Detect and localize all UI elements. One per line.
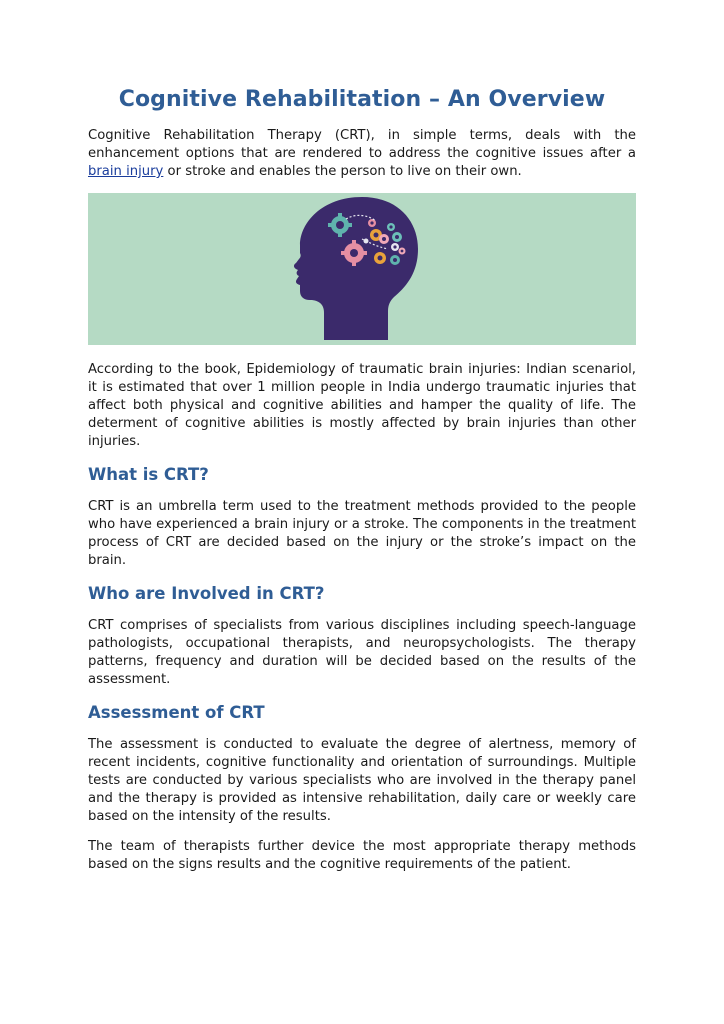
section-body-what-is-crt: CRT is an umbrella term used to the treatment methods provided to the people who have experienced a brain injury or a stroke. The components in the treatment process of CRT are decided based on the injury or the stroke’s impact on the brain. [88, 499, 636, 568]
page-title: Cognitive Rehabilitation – An Overview [118, 87, 606, 112]
head-gears-banner [88, 193, 636, 345]
gear-teal-3 [390, 255, 400, 265]
gear-small-teal-2 [387, 223, 395, 231]
head-silhouette [294, 197, 418, 340]
gear-small-white [391, 243, 399, 251]
section-body-who-involved: CRT comprises of specialists from various disciplines including speech-language pathologists, occupational therapists, and neuropsychologists. The therapy patterns, frequency and duration will be decided based on the results of the assessment. [88, 618, 636, 687]
section-body-assessment: The assessment is conducted to evaluate the degree of alertness, memory of recent incidents, cognitive functionality and orientation of surroundings. Multiple tests are conducted by various specialists who are involved in the therapy panel and the therapy is provided as intensive rehabilitation, daily care or weekly care based on the intensity of the results. [88, 737, 636, 824]
gear-small-teal-1 [392, 232, 402, 242]
document-page [88, 0, 636, 874]
gear-small-pink-3 [399, 248, 406, 255]
intro-text-before: Cognitive Rehabilitation Therapy (CRT), in simple terms, deals with the enhancement options that are rendered to address the cognitive issues after a [88, 128, 636, 161]
gear-small-pink-2 [368, 219, 376, 227]
intro-paragraph [88, 127, 636, 181]
gear-small-pink [379, 234, 389, 244]
head-with-gears-icon [88, 193, 636, 345]
section-heading-assessment: Assessment of CRT [88, 703, 265, 722]
gear-orange-2 [374, 252, 386, 264]
brain-injury-link[interactable]: brain injury [88, 164, 164, 179]
section-body-assessment-2: The team of therapists further device the most appropriate therapy methods based on the signs results and the cognitive requirements of the patient. [88, 839, 636, 872]
epidemiology-paragraph: According to the book, Epidemiology of traumatic brain injuries: Indian scenariol, it is estimated that over 1 million people in India undergo traumatic injuries that affect both physical and cognitive abilities and hamper the quality of life. The determent of cognitive abilities is mostly affected by brain injuries than other injuries. [88, 362, 636, 449]
section-heading-what-is-crt: What is CRT? [88, 465, 209, 484]
intro-text-after: or stroke and enables the person to live on their own. [163, 164, 522, 179]
section-heading-who-involved: Who are Involved in CRT? [88, 584, 325, 603]
